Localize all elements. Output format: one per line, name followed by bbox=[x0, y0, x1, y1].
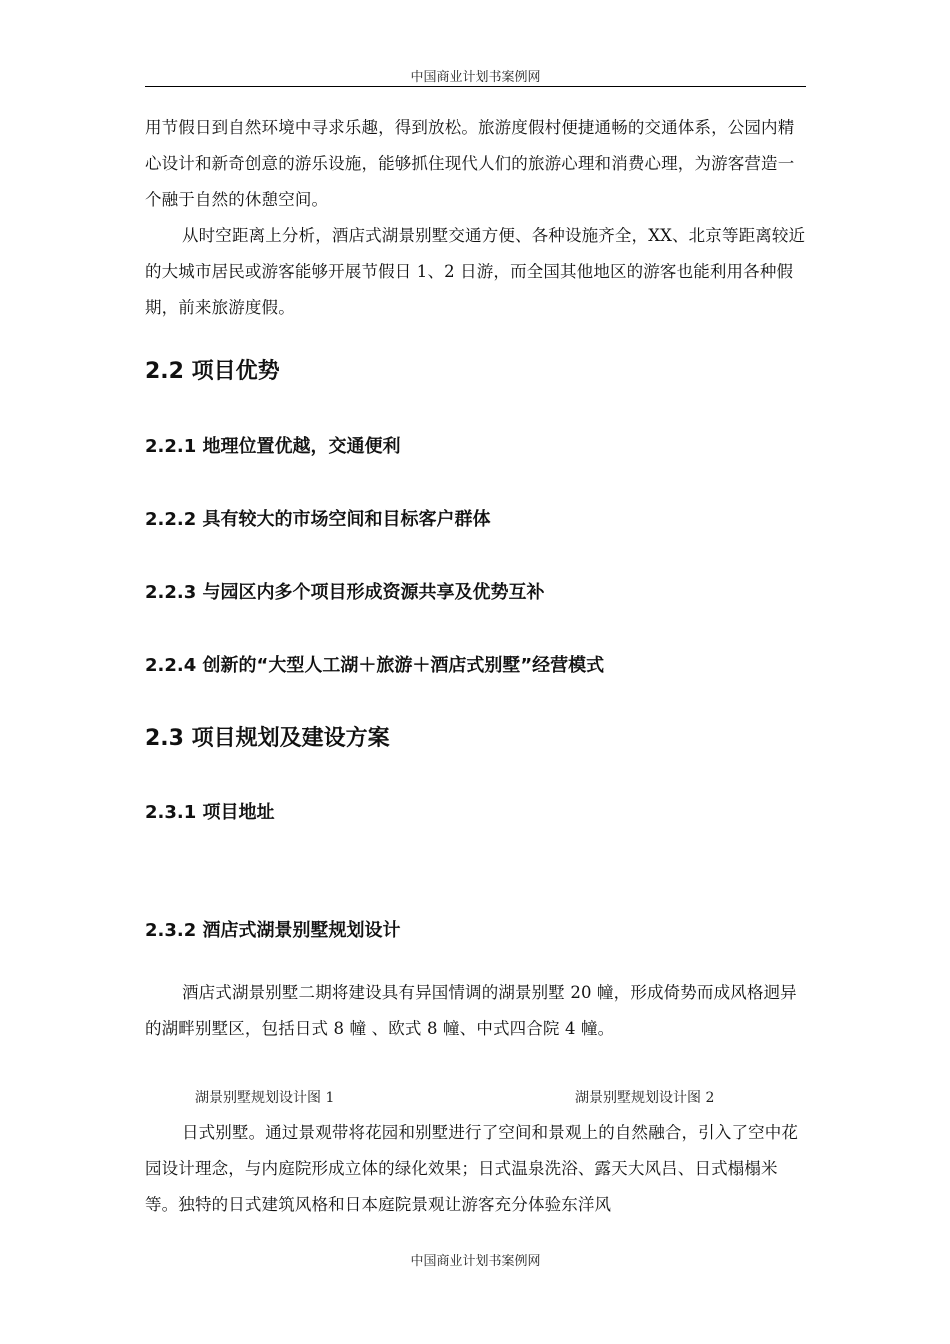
running-header: 中国商业计划书案例网 bbox=[410, 70, 541, 85]
paragraph-continuation: 用节假日到自然环境中寻求乐趣，得到放松。旅游度假村便捷通畅的交通体系，公园内精心设计和新奇创意的游乐设施，能够抓住现代人们的旅游心理和消费心理，为游客营造一个融于自然的休憩空间。 bbox=[145, 118, 795, 209]
running-footer: 中国商业计划书案例网 bbox=[410, 1254, 541, 1269]
heading-2-2-2: 2.2.2 具有较大的市场空间和目标客户群体 bbox=[145, 509, 491, 530]
heading-2-3-2: 2.3.2 酒店式湖景别墅规划设计 bbox=[145, 920, 401, 941]
figure-caption-1: 湖景别墅规划设计图 1 bbox=[195, 1090, 335, 1106]
paragraph-distance-analysis: 从时空距离上分析，酒店式湖景别墅交通方便、各种设施齐全，XX、北京等距离较近的大城市居民或游客能够开展节假日 1、2 日游，而全国其他地区的游客也能利用各种假期，前来旅游度假。 bbox=[145, 226, 806, 317]
header-rule bbox=[145, 86, 806, 87]
paragraph-japanese-villa: 日式别墅。通过景观带将花园和别墅进行了空间和景观上的自然融合，引入了空中花园设计理念，与内庭院形成立体的绿化效果；日式温泉洗浴、露天大风吕、日式榻榻米等。独特的日式建筑风格和日本庭院景观让游客充分体验东洋风 bbox=[145, 1123, 799, 1214]
heading-2-2-1: 2.2.1 地理位置优越，交通便利 bbox=[145, 436, 401, 457]
heading-2-3-1: 2.3.1 项目地址 bbox=[145, 802, 275, 823]
figure-caption-2: 湖景别墅规划设计图 2 bbox=[575, 1090, 715, 1106]
heading-2-3: 2.3 项目规划及建设方案 bbox=[145, 726, 390, 751]
paragraph-villa-phase-two: 酒店式湖景别墅二期将建设具有异国情调的湖景别墅 20 幢，形成倚势而成风格迥异的湖畔别墅区，包括日式 8 幢 、欧式 8 幢、中式四合院 4 幢。 bbox=[145, 983, 797, 1038]
heading-2-2: 2.2 项目优势 bbox=[145, 359, 280, 384]
heading-2-2-4: 2.2.4 创新的“大型人工湖＋旅游＋酒店式别墅”经营模式 bbox=[145, 655, 605, 676]
heading-2-2-3: 2.2.3 与园区内多个项目形成资源共享及优势互补 bbox=[145, 582, 545, 603]
